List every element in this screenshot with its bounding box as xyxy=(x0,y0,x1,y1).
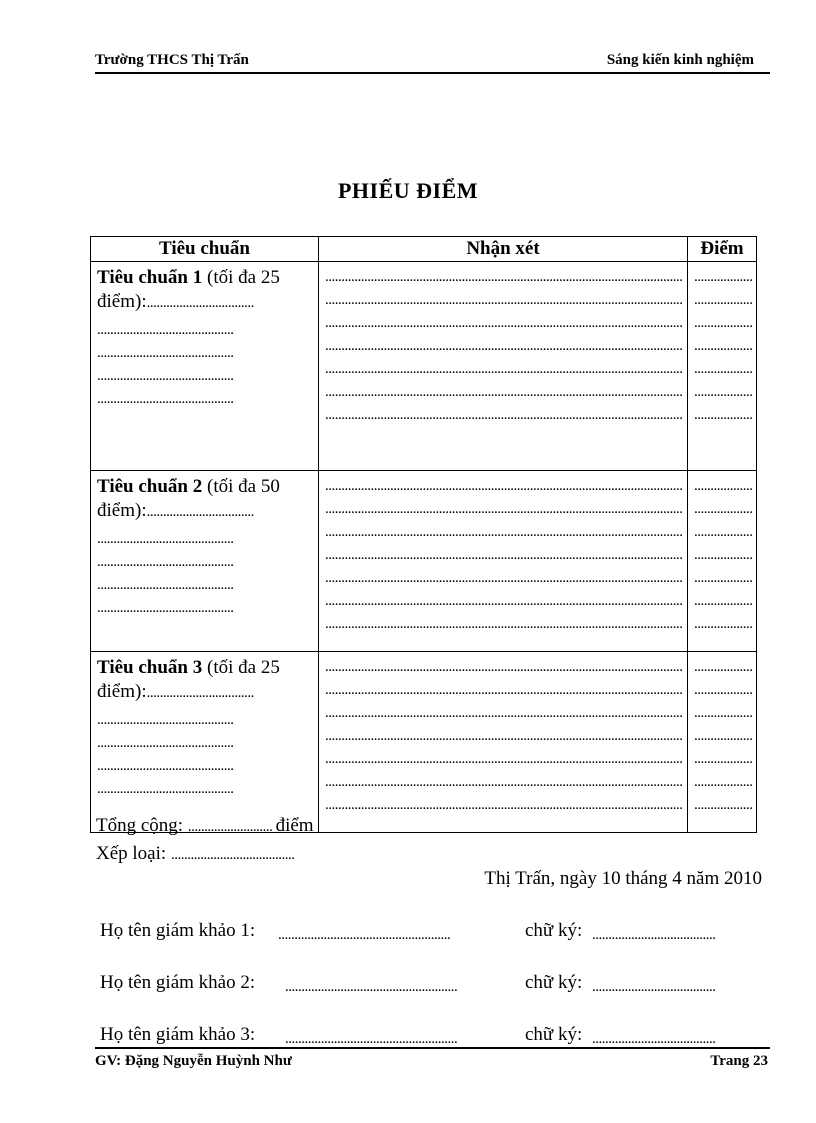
comment-cell[interactable]: .............................................................................................................. .............................................................................................................. .............................................................................................................. .............................................................................................................. .............................................................................................................. .............................................................................................................. .............................................................................................................. xyxy=(319,262,688,471)
criteria-cell: Tiêu chuẩn 3 (tối đa 25 điểm):................................. .......................................... .......................................... .......................................... .......................................... xyxy=(91,652,319,833)
col-header-criteria: Tiêu chuẩn xyxy=(91,237,319,262)
score-cell[interactable]: .................. .................. .................. .................. .................. .................. .................. xyxy=(688,471,757,652)
comment-cell[interactable]: .............................................................................................................. .............................................................................................................. .............................................................................................................. .............................................................................................................. .............................................................................................................. .............................................................................................................. .............................................................................................................. xyxy=(319,471,688,652)
criteria-note: (tối đa 25 xyxy=(202,267,280,288)
criteria-cont: điểm): xyxy=(97,500,147,521)
table-row xyxy=(91,652,757,833)
criteria-name: Tiêu chuẩn 3 xyxy=(97,657,203,678)
rank-line xyxy=(96,843,294,867)
rank-label: Xếp loại: xyxy=(96,843,167,864)
header-rule xyxy=(95,72,770,74)
judge-label: Họ tên giám khảo 2: xyxy=(100,972,256,993)
table-row xyxy=(91,262,757,471)
total-blank[interactable]: .......................... xyxy=(187,819,276,835)
criteria-name: Tiêu chuẩn 2 xyxy=(97,476,203,497)
footer-page-number: Trang 23 xyxy=(710,1053,768,1069)
judge-label: Họ tên giám khảo 1: xyxy=(100,920,256,941)
judge-name-blank[interactable]: ..................................................... xyxy=(285,979,458,995)
sign-blank[interactable]: ...................................... xyxy=(592,927,716,943)
criteria-blank-lines[interactable]: .......................................... .......................................... .......................................... .......................................... xyxy=(97,322,234,407)
total-line xyxy=(96,815,314,839)
judge-label: Họ tên giám khảo 3: xyxy=(100,1024,256,1045)
judge-name-blank[interactable]: ..................................................... xyxy=(278,927,451,943)
sign-label: chữ ký: xyxy=(525,972,583,993)
sign-blank[interactable]: ...................................... xyxy=(592,979,716,995)
sign-label: chữ ký: xyxy=(525,1024,583,1045)
judge-name-blank[interactable]: ..................................................... xyxy=(285,1031,458,1047)
total-label: Tổng cộng: xyxy=(96,815,184,836)
page-title: PHIẾU ĐIỂM xyxy=(337,178,479,203)
header-doc-type: Sáng kiến kinh nghiệm xyxy=(606,52,754,68)
criteria-blank-lines[interactable]: .......................................... .......................................... .......................................... .......................................... xyxy=(97,712,234,797)
col-header-score: Điểm xyxy=(688,237,757,262)
footer-author: GV: Đặng Nguyễn Huỳnh Như xyxy=(95,1053,292,1069)
score-cell[interactable]: .................. .................. .................. .................. .................. .................. .................. xyxy=(688,652,757,833)
table-row xyxy=(91,471,757,652)
criteria-cont: điểm): xyxy=(97,681,147,702)
criteria-note: (tối đa 50 xyxy=(202,476,280,497)
score-table xyxy=(90,236,757,833)
col-header-comments: Nhận xét xyxy=(319,237,688,262)
table-header-row xyxy=(91,237,757,262)
score-cell[interactable]: .................. .................. .................. .................. .................. .................. .................. xyxy=(688,262,757,471)
place-date: Thị Trấn, ngày 10 tháng 4 năm 2010 xyxy=(484,868,762,889)
criteria-note: (tối đa 25 xyxy=(202,657,280,678)
comment-cell[interactable]: .............................................................................................................. .............................................................................................................. .............................................................................................................. .............................................................................................................. .............................................................................................................. .............................................................................................................. .............................................................................................................. xyxy=(319,652,688,833)
criteria-blank-lines[interactable]: .......................................... .......................................... .......................................... .......................................... xyxy=(97,531,234,616)
footer-rule xyxy=(95,1047,770,1049)
criteria-cell: Tiêu chuẩn 1 (tối đa 25 điểm):................................. .......................................... .......................................... .......................................... .......................................... xyxy=(91,262,319,471)
criteria-name: Tiêu chuẩn 1 xyxy=(97,267,203,288)
criteria-cell: Tiêu chuẩn 2 (tối đa 50 điểm):................................. .......................................... .......................................... .......................................... .......................................... xyxy=(91,471,319,652)
sign-label: chữ ký: xyxy=(525,920,583,941)
sign-blank[interactable]: ...................................... xyxy=(592,1031,716,1047)
criteria-cont: điểm): xyxy=(97,291,147,312)
total-unit: điểm xyxy=(275,815,314,836)
header-school: Trường THCS Thị Trấn xyxy=(95,52,249,68)
rank-blank[interactable]: ...................................... xyxy=(170,847,295,863)
